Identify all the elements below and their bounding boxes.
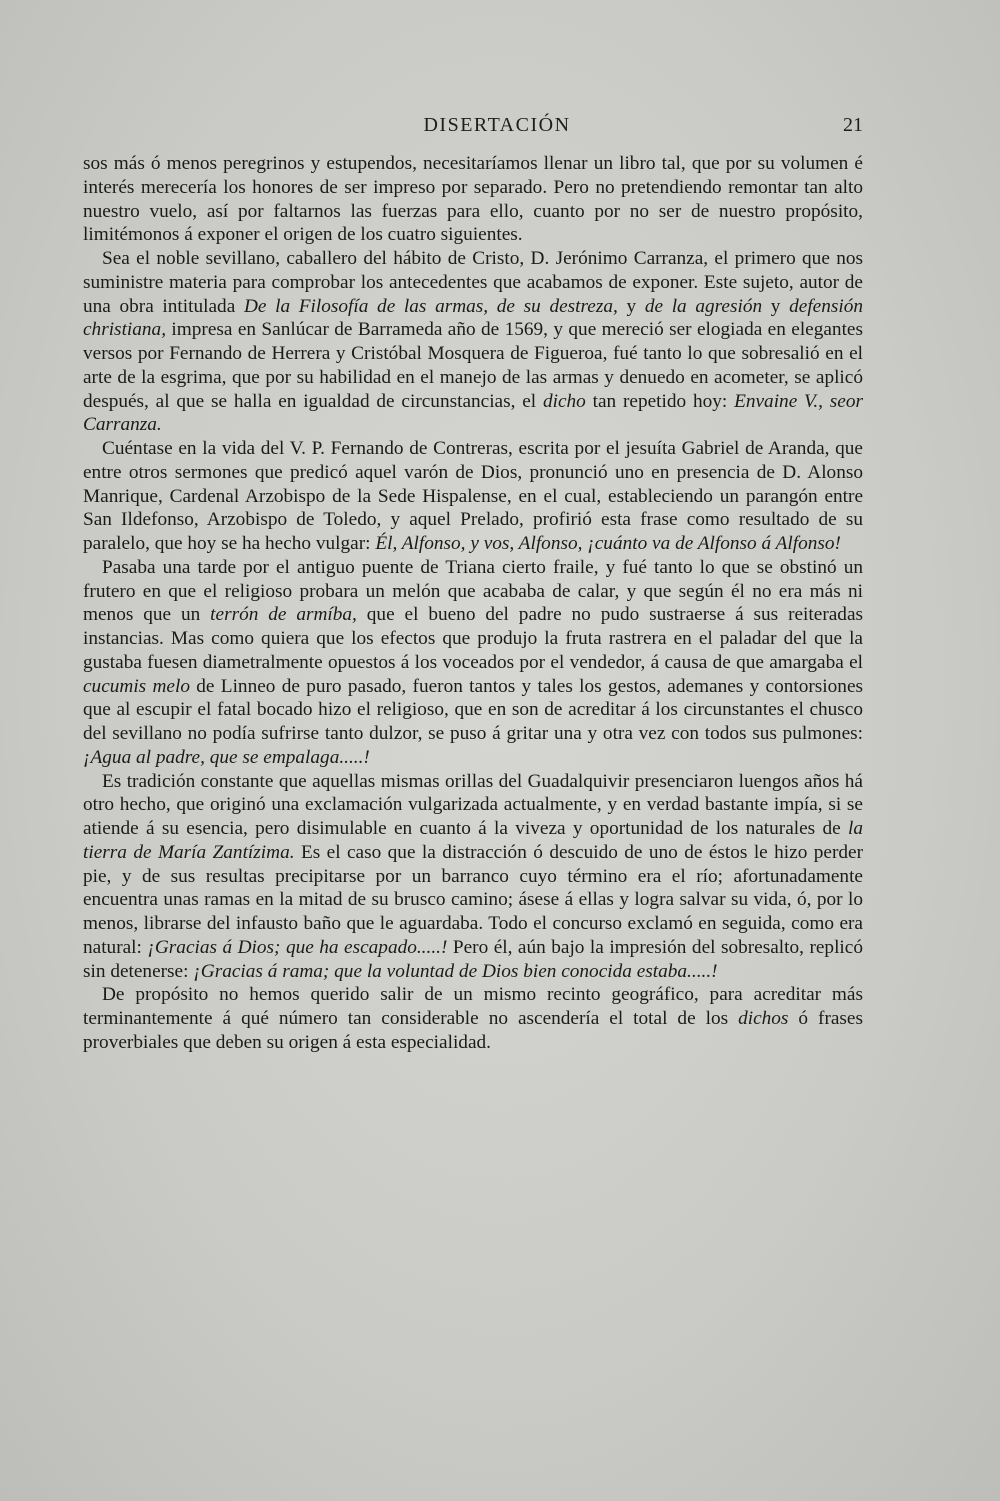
italic-text: ¡Gracias á rama; que la voluntad de Dios bien conocida estaba.....! — [193, 960, 718, 982]
text-segment: impresa en Sanlúcar de Barrameda año de 1569, y que mereció ser elogiada en elegantes versos por Fernando de Herrera y Cristóbal Mosquera de Figueroa, fué tanto lo que sobresalió en el arte de la esgrima, que por su habilidad en el manejo de las armas y denuedo en acometer, se aplicó después, al que se halla en igualdad de circunstancias, el — [83, 319, 863, 412]
running-head: DISERTACIÓN — [423, 114, 571, 136]
page-number: 21 — [843, 114, 863, 136]
italic-text: ¡Gracias á Dios; que ha escapado.....! — [147, 936, 448, 958]
paragraph — [83, 983, 863, 1054]
italic-text: defensión christiana, — [83, 295, 864, 341]
italic-text: de la agresión — [644, 295, 763, 317]
page-header — [83, 114, 863, 144]
paragraph — [83, 152, 863, 247]
text-segment: y — [617, 295, 645, 317]
text-segment: Cuéntase en la vida del V. P. Fernando de Contreras, escrita por el jesuíta Gabriel de Aranda, que entre otros sermones que predicó aquel varón de Dios, pronunció uno en presencia de D. Alonso Manrique, Cardenal Arzobispo de la Sede Hispalense, en el cual, estableciendo un parangón entre San Ildefonso, Arzobispo de Toledo, y aquel Prelado, profirió esta frase como resultado de su paralelo, que hoy se ha hecho vulgar: — [83, 438, 863, 554]
italic-text: dicho — [542, 390, 586, 412]
text-segment: Pero él, aún bajo la impresión del sobresalto, replicó sin detenerse: — [83, 936, 863, 982]
text-segment: Pasaba una tarde por el antiguo puente de Triana cierto fraile, y fué tanto lo que se obstinó un frutero en que el religioso probara un melón que acababa de calar, y que según él no era más ni menos que un — [83, 556, 863, 626]
text-segment: Sea el noble sevillano, caballero del hábito de Cristo, D. Jerónimo Carranza, el primero que nos suministre materia para comprobar los antecedentes que acabamos de exponer. Este sujeto, autor de una obra intitulada — [83, 248, 863, 317]
text-segment: Es tradición constante que aquellas mismas orillas del Guadalquivir presenciaron luengos años há otro hecho, que originó una exclamación vulgarizada actualmente, y en verdad bastante impía, si se atiende á su esencia, pero disimulable en cuanto á la viveza y oportunidad de los naturales de — [83, 770, 863, 839]
text-segment: De propósito no hemos querido salir de un mismo recinto geográfico, para acreditar más terminantemente á qué número tan considerable no ascendería el total de los — [83, 984, 863, 1029]
italic-text: De la Filosofía de las armas, de su destreza, — [243, 295, 618, 317]
italic-text: Él, Alfonso, y vos, Alfonso, ¡cuánto va de Alfonso á Alfonso! — [375, 533, 841, 554]
italic-text: dichos — [738, 1008, 789, 1029]
italic-text: la tierra de María Zantízima. — [83, 818, 863, 863]
body-text — [83, 152, 863, 1055]
text-segment: Es el caso que la distracción ó descuido de uno de éstos le hizo perder pie, y de sus resultas precipitarse por un barranco cuyo término era el río; afortunadamente encuentra unas ramas en la mitad de su brusco camino; ásese á ellas y logra salvar su vida, ó, por lo menos, librarse del infausto baño que le aguardaba. Todo el concurso exclamó en seguida, como era natural: — [83, 841, 863, 958]
italic-text: Envaine V., seor Carranza. — [83, 390, 864, 436]
text-segment: y — [762, 295, 790, 317]
text-segment: tan repetido hoy: — [585, 390, 735, 412]
italic-text: ¡Agua al padre, que se empalaga.....! — [83, 746, 370, 768]
italic-text: cucumis melo — [83, 675, 190, 697]
paragraph — [83, 770, 863, 984]
paragraph — [83, 437, 863, 556]
text-segment: de Linneo de puro pasado, fueron tantos y tales los gestos, ademanes y contorsiones que al escupir el fatal bocado hizo el religioso, que en son de acreditar á los circunstantes el chusco del sevillano no podía sufrirse tanto dulzor, se puso á gritar una y otra vez con todos sus pulmones: — [83, 675, 864, 744]
text-segment: que el bueno del padre no pudo sustraerse á sus reiteradas instancias. Mas como quiera que los efectos que produjo la fruta rastrera en el paladar del que la gustaba fuesen diametralmente opuestos á los voceados por el vendedor, á causa de que amargaba el — [83, 604, 864, 673]
paragraph — [83, 556, 863, 770]
text-segment: ó frases proverbiales que deben su origen á esta especialidad. — [83, 1008, 863, 1053]
text-segment: sos más ó menos peregrinos y estupendos, necesitaríamos llenar un libro tal, que por su volumen é interés merecería los honores de ser impreso por separado. Pero no pretendiendo remontar tan alto nuestro vuelo, así por faltarnos las fuerzas para ello, cuanto por no ser de nuestro propósito, limitémonos á exponer el origen de los cuatro siguientes. — [83, 153, 863, 246]
paragraph — [83, 247, 863, 437]
italic-text: terrón de armíba, — [210, 604, 357, 626]
